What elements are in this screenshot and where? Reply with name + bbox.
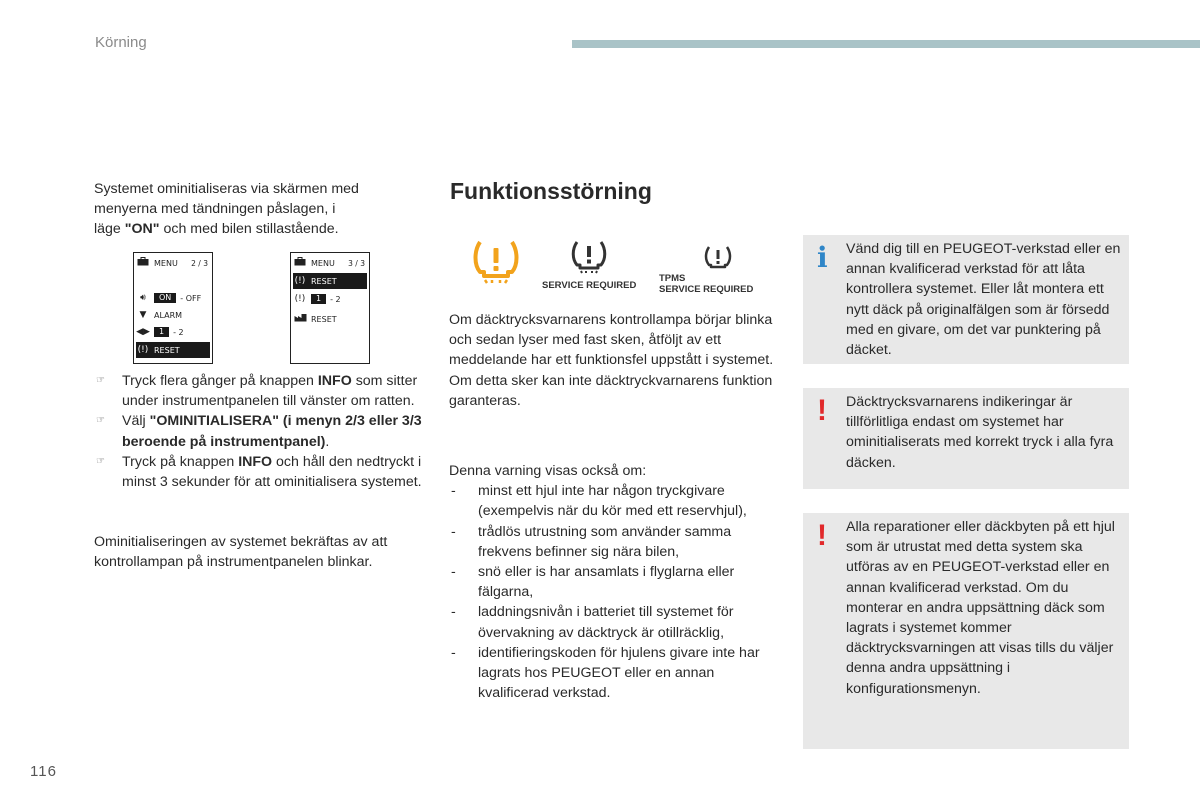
screen-value: 1 — [311, 294, 326, 304]
malfunction-text-1: Om däcktrycksvarnarens kontrollampa börjar blinka och sedan lyser med fast sken, åtföljt av ett meddelande har ett funktionsfel uppstått i systemet. — [449, 312, 774, 369]
tpms-service-caption: SERVICE REQUIRED — [659, 284, 754, 295]
briefcase-icon — [293, 257, 307, 269]
screen-row-reset-selected — [293, 273, 367, 289]
intro-paragraph — [94, 179, 424, 240]
warning-box-text: Däcktrycksvarnarens indikeringar är tillförlitliga endast om systemet har ominitialiserats med korrekt tryck i alla fyra däcken. — [846, 394, 1114, 471]
header-accent-bar — [572, 40, 1200, 48]
screen-page: 3 / 3 — [348, 258, 365, 268]
intro-line-3a: läge — [94, 221, 125, 238]
warning-box — [803, 513, 1129, 749]
screen-row-tpms-choice — [293, 291, 367, 307]
list-item-text: minst ett hjul inte har någon tryckgivare (exempelvis när du kör med ett reservhjul), — [478, 483, 747, 520]
display-screen-menu-2 — [133, 252, 213, 364]
page-number: 116 — [30, 763, 57, 780]
screen-header — [293, 255, 367, 271]
screen-options: - 2 — [330, 294, 341, 304]
confirmation-paragraph: Ominitialiseringen av systemet bekräftas av att kontrollampan på instrumentpanelen blinkar. — [94, 534, 388, 571]
arrows-icon: ◀▶ — [136, 327, 150, 337]
intro-line-1: Systemet ominitialiseras via skärmen med — [94, 181, 359, 197]
warning-box-text: Alla reparationer eller däckbyten på ett hjul som är utrustat med detta system ska utföras av en PEUGEOT-verkstad eller en annan kvalificerad verkstad. Om du monterar en andra uppsättning däck som lagrats i systemet kommer däcktrycksvarningen att visas tills du väljer denna andra uppsättning i konfigurationsmenyn. — [846, 519, 1115, 697]
alarm-icon: ▼ — [139, 310, 147, 320]
instruction-item — [94, 452, 424, 492]
exclamation-icon: ! — [817, 394, 827, 427]
screen-menu-title: MENU — [154, 258, 178, 268]
instruction-text: Välj — [122, 413, 150, 430]
list-item-text: laddningsnivån i batteriet till systemet för övervakning av däcktryck är otillräcklig, — [478, 604, 734, 641]
service-required-caption: SERVICE REQUIRED — [542, 280, 637, 291]
conditions-intro: Denna varning visas också om: — [449, 463, 647, 479]
screen-row-alarm — [136, 307, 210, 323]
screen-label: ALARM — [154, 310, 183, 320]
instruction-list — [94, 371, 424, 492]
exclamation-icon: ! — [817, 519, 827, 552]
screen-page: 2 / 3 — [191, 258, 208, 268]
screen-options: - 2 — [173, 327, 184, 337]
service-required-icon — [542, 239, 636, 291]
tpms-icon: (!) — [294, 276, 306, 286]
instruction-text: och håll den nedtryckt i minst 3 sekunder för att ominitialisera systemet. — [122, 453, 422, 491]
factory-icon — [293, 313, 307, 325]
instruction-bold: INFO — [317, 373, 352, 389]
instruction-text: Tryck på knappen — [122, 453, 239, 470]
section-heading: Funktionsstörning — [450, 178, 652, 204]
list-item-text: identifieringskoden för hjulens givare inte har lagrats hos PEUGEOT eller en annan kvalificerad verkstad. — [478, 644, 760, 702]
section-title: Körning — [95, 34, 147, 51]
screen-value: 1 — [154, 327, 169, 337]
list-item: - minst ett hjul inte har någon tryckgivare (exempelvis när du kör med ett reservhjul), — [449, 481, 774, 521]
malfunction-text-2: Om detta sker kan inte däcktryckvarnarens funktion garanteras. — [449, 372, 773, 409]
screen-label: RESET — [311, 314, 337, 324]
display-screen-menu-3 — [290, 252, 370, 364]
list-item: - snö eller is har ansamlats i flyglarna eller fälgarna, — [449, 562, 774, 602]
warning-box — [803, 388, 1129, 489]
tpms-icon: (!) — [294, 294, 306, 304]
tpms-warning-lamp-icon — [472, 239, 520, 290]
list-item: - trådlös utrustning som använder samma frekvens befinner sig nära bilen, — [449, 522, 774, 562]
instruction-bold: INFO — [238, 453, 273, 470]
screen-label: RESET — [311, 276, 337, 286]
conditions-list — [449, 461, 774, 703]
pointing-hand-icon: ☞ — [96, 375, 105, 386]
speaker-icon: 🔊︎ — [140, 293, 146, 303]
list-item-text: snö eller is har ansamlats i flyglarna eller fälgarna, — [478, 564, 735, 601]
list-item: - laddningsnivån i batteriet till systemet för övervakning av däcktryck är otillräcklig, — [449, 602, 774, 642]
intro-line-3b: och med bilen stillastående. — [159, 221, 339, 238]
screen-menu-title: MENU — [311, 258, 335, 268]
instruction-text: . — [325, 433, 330, 450]
info-box-text: Vänd dig till en PEUGEOT-verkstad eller en annan kvalificerad verkstad för att låta kontrollera systemet. Eller låt montera ett nytt däck på originalfälgen som är försedd med en givare, om det var punktering på däcket. — [846, 241, 1121, 359]
instruction-item — [94, 411, 424, 451]
screen-header — [136, 255, 210, 271]
instruction-text: Tryck flera gånger på knappen — [122, 373, 318, 389]
pointing-hand-icon: ☞ — [96, 415, 105, 427]
instruction-item — [94, 371, 424, 411]
screen-value: ON — [154, 293, 176, 303]
intro-line-2: menyerna med tändningen påslagen, i — [94, 201, 336, 218]
instruction-bold: "OMINITIALISERA" (i menyn 2/3 eller 3/3 beroende på instrumentpanel) — [122, 413, 422, 450]
list-item-text: trådlös utrustning som använder samma frekvens befinner sig nära bilen, — [478, 523, 732, 560]
info-box — [803, 235, 1129, 364]
screen-row-factory-reset — [293, 311, 367, 327]
info-icon: i — [817, 241, 828, 274]
tpms-service-required-icon — [659, 245, 753, 295]
warning-icons-row — [450, 235, 770, 300]
screen-row-reset-selected — [136, 342, 210, 358]
screen-row-arrows — [136, 324, 210, 340]
instruction-text: som sitter under instrumentpanelen till vänster om ratten. — [122, 373, 418, 410]
list-item: - identifieringskoden för hjulens givare inte har lagrats hos PEUGEOT eller en annan kvalificerad verkstad. — [449, 643, 774, 704]
screen-row-volume — [136, 290, 210, 306]
screen-options: - OFF — [180, 293, 202, 303]
tpms-caption: TPMS — [659, 273, 686, 284]
screen-label: RESET — [154, 345, 180, 355]
briefcase-icon — [136, 257, 150, 269]
tpms-icon: (!) — [137, 345, 149, 355]
pointing-hand-icon: ☞ — [96, 455, 105, 467]
malfunction-paragraph — [449, 310, 774, 411]
intro-on-mode: "ON" — [124, 221, 160, 238]
